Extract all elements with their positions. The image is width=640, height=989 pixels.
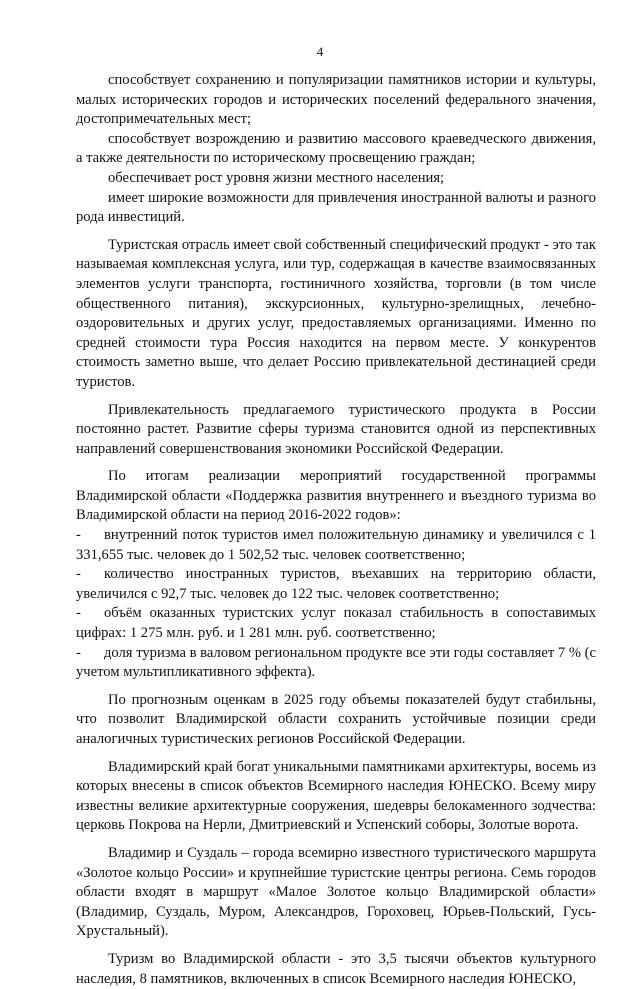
bullet-dash: -	[76, 527, 81, 544]
bullet-item	[76, 526, 596, 565]
paragraph: способствует возрождению и развитию массового краеведческого движения, а также деятельности по историческому просвещению граждан;	[76, 130, 596, 167]
bullet-dash: -	[76, 644, 81, 661]
paragraph: По итогам реализации мероприятий государственной программы Владимирской области «Поддержка развития внутреннего и въездного туризма во Владимирской области на период 2016-2022 годов»:	[76, 468, 596, 524]
bullet-dash: -	[76, 605, 81, 622]
bullet-text: количество иностранных туристов, въехавших на территорию области, увеличился с 92,7 тыс. человек до 122 тыс. человек соответственно;	[76, 566, 596, 602]
paragraph: Туристская отрасль имеет свой собственный специфический продукт - это так называемая комплексная услуга, или тур, содержащая в качестве взаимосвязанных элементов услуги транспорта, гостиничного хозяйства, торговли (в том числе общественного питания), экскурсионных, культурно-зрелищных, лечебно-оздоровительных и других услуг, предоставляемых организациями. Именно по средней стоимости тура Россия находится на первом месте. У конкурентов стоимость заметно выше, что делает Россию привлекательной дестинацией среди туристов.	[76, 236, 596, 390]
bullet-text: доля туризма в валовом региональном продукте все эти годы составляет 7 % (с учетом мультипликативного эффекта).	[76, 644, 596, 681]
page-number: 4	[316, 44, 324, 59]
bullet-item	[76, 604, 596, 643]
document-body	[76, 71, 596, 989]
paragraph: Владимир и Суздаль – города всемирно известного туристического маршрута «Золотое кольцо России» и крупнейшие туристские центры региона. Семь городов области входят в маршрут «Малое Золотое кольцо Владимирской области» (Владимир, Суздаль, Муром, Александров, Гороховец, Юрьев-Польский, Гусь-Хрустальный).	[76, 844, 596, 940]
bullet-item	[76, 644, 596, 683]
paragraph: Владимирский край богат уникальными памятниками архитектуры, восемь из которых внесены в список объектов Всемирного наследия ЮНЕСКО. Всему миру известны великие архитектурные сооружения, шедевры белокаменного зодчества: церковь Покрова на Нерли, Дмитриевский и Успенский соборы, Золотые ворота.	[76, 758, 596, 834]
paragraph: Привлекательность предлагаемого туристического продукта в России постоянно растет. Развитие сферы туризма становится одной из перспективных направлений совершенствования экономики Российской Федерации.	[76, 401, 596, 457]
paragraph: имеет широкие возможности для привлечения иностранной валюты и разного рода инвестиций.	[76, 189, 596, 226]
bullet-text: внутренний поток туристов имел положительную динамику и увеличился с 1 331,655 тыс. человек до 1 502,52 тыс. человек соответственно;	[76, 527, 596, 563]
paragraph: По прогнозным оценкам в 2025 году объемы показателей будут стабильны, что позволит Владимирской области сохранить устойчивые позиции среди аналогичных туристических регионов Российской Федерации.	[76, 691, 596, 747]
paragraph: Туризм во Владимирской области - это 3,5 тысячи объектов культурного наследия, 8 памятников, включенных в список Всемирного наследия ЮНЕСКО,	[76, 950, 596, 987]
bullet-text: объём оказанных туристских услуг показал стабильность в сопоставимых цифрах: 1 275 млн. руб. и 1 281 млн. руб. соответственно;	[76, 605, 596, 642]
bullet-dash: -	[76, 566, 81, 583]
paragraph: обеспечивает рост уровня жизни местного населения;	[108, 169, 445, 186]
paragraph: способствует сохранению и популяризации памятников истории и культуры, малых исторических городов и исторических поселений федерального значения, достопримечательных мест;	[76, 72, 596, 128]
bullet-item	[76, 565, 596, 604]
